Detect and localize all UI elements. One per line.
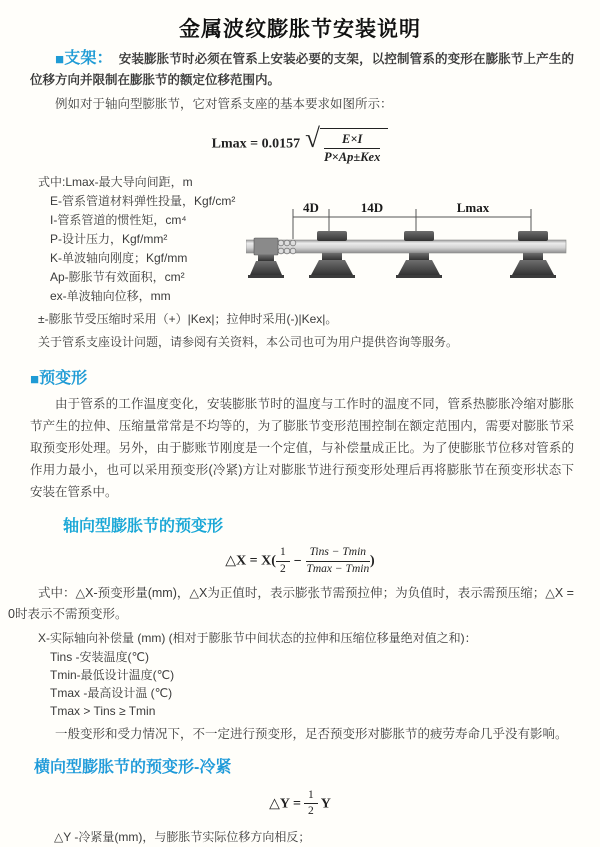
lateral-formula-lhs: △Y = [269,796,301,812]
definitions-block [38,173,600,306]
document-page [0,13,600,845]
dim-label-14d: 14D [360,200,384,215]
support-intro-paragraph [30,49,574,90]
definition-line: Ap-膨胀节有效面积，cm² [50,270,185,284]
predeform-section-heading [30,365,600,388]
half-fraction: $\frac{1}{2}$ [304,789,318,820]
sqrt-denominator: P×Ap±Kex [323,150,381,164]
support-intro-text: 安装膨胀节时必须在管系上安装必要的支架，以控制管系的变形在膨胀节上产生的位移方向并限制在膨胀节的额定位移范围内。 [30,52,574,87]
dim-label-lmax: Lmax [456,200,490,215]
definition-line: I-管系管道的惯性矩，cm⁴ [50,213,187,227]
definition-line: ex-单波轴向位移，mm [50,289,171,303]
half-fraction: $\frac{1}{2}$ [276,546,290,577]
definition-line: K-单波轴向刚度；Kgf/mm [50,251,188,265]
axial-def-line: Tmax > Tins ≥ Tmin [50,703,156,718]
guide-support [309,231,355,278]
guide-support [396,231,442,278]
pipe-support-diagram [246,199,593,295]
axial-def-line: X-实际轴向补偿量 (mm) (相对于膨胀节中间状态的拉伸和压缩位移量绝对值之和)： [38,630,477,645]
definition-line: P-设计压力，Kgf/mm² [50,232,168,246]
axial-def-line: Tmin-最低设计温度(℃) [50,667,175,682]
lateral-subheading: 横向型膨胀节的预变形-冷紧 [34,758,232,776]
axial-formula-rhs: ) [370,553,375,569]
section-square-icon: ■ [30,371,40,388]
support-example-line: 例如对于轴向型膨胀节，它对管系支座的基本要求如图所示： [55,97,393,111]
axial-def-line: Tmax -最高设计温 (℃) [50,685,173,700]
axial-def-line: Tins -安装温度(℃) [50,649,150,664]
axial-formula-lhs: △X = X( [225,553,276,569]
lateral-formula [0,789,600,820]
axial-formula [0,546,600,577]
pm-note: ±-膨胀节受压缩时采用（+）|Kex|；拉伸时采用(-)|Kex|。 [38,312,338,326]
page-title: 金属波纹膨胀节安装说明 [179,18,421,41]
temperature-fraction: $\frac{\text{Tins − Tmin}}{Tmax - Tmin}$ [306,546,370,575]
axial-subheading: 轴向型膨胀节的预变形 [63,518,224,535]
minus-operator: − [293,553,302,569]
service-note: 关于管系支座设计问题，请参阅有关资料，本公司也可为用户提供咨询等服务。 [38,335,459,349]
radical-sign-icon: √ [305,123,320,153]
support-section-heading: 支架： [64,50,113,67]
sqrt-numerator: E×I [324,132,380,149]
guide-support [510,231,556,278]
axial-note: 一般变形和受力情况下，不一定进行预变形，足否预变形对膨胀节的疲劳寿命几乎没有影响。 [55,726,568,741]
predeform-heading-text: 预变形 [39,370,88,387]
predeform-paragraph: 由于管系的工作温度变化，安装膨胀节时的温度与工作时的温度不同，管系热膨胀冷缩对膨胀节产生的拉伸、压缩量常常是不均等的，为了膨胀节变形范围控制在额定范围内，需要对膨胀节采取预变形处理。另外，由于膨账节刚度是一个定值，与补偿量成正比。为了使膨胀节位移对管系的作用力最小，也可以采用预变形(冷紧)方让对膨胀节进行预变形处理后再将膨胀节在预变形状态下安装在管系中。 [30,397,574,499]
definition-line: 式中:Lmax-最大导向间距，m [38,175,193,189]
lmax-formula [0,124,600,165]
lateral-note: △Y -冷紧量(mm)，与膨胀节实际位移方向相反； [54,830,311,845]
section-square-icon: ■ [55,51,65,68]
dim-label-4d: 4D [303,200,319,215]
definition-line: E-管系管道材料弹性投量，Kgf/cm² [50,194,236,208]
lateral-formula-rhs: Y [320,796,331,812]
lmax-formula-lhs: Lmax = 0.0157 [211,136,301,152]
axial-explain: 式中：△X-预变形量(mm)，△X为正值时，表示膨张节需预拉伸；为负值时，表示需预压缩；△X = 0时表示不需预变形。 [8,585,574,621]
sqrt-radical [305,124,388,165]
